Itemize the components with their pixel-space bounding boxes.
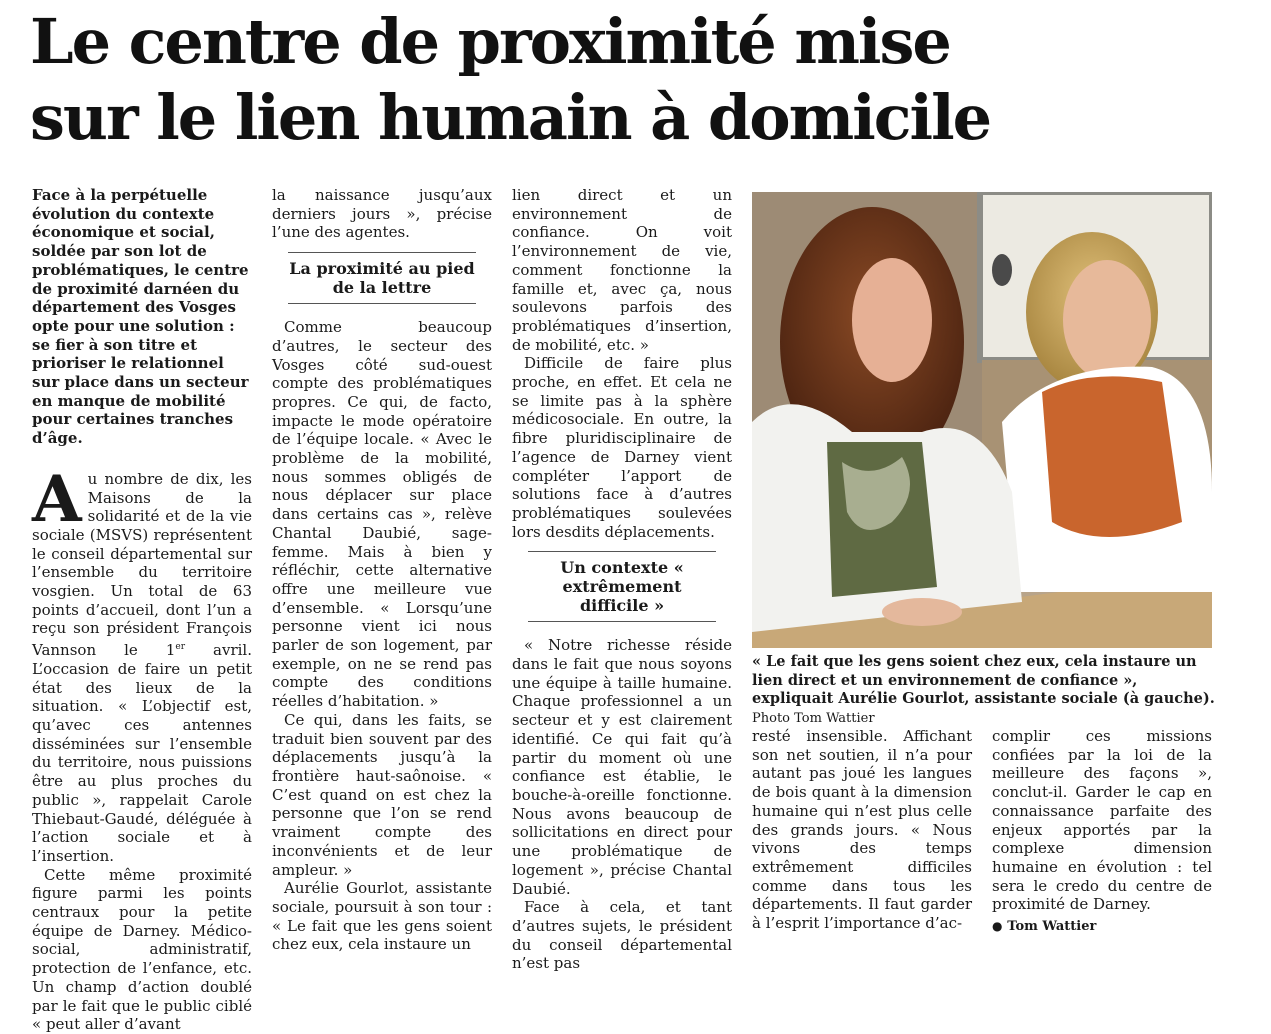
- paragraph: la naissance jusqu’aux derniers jours », précise l’une des agentes.: [272, 186, 492, 242]
- text: avril. L’occasion de faire un petit état des lieux de la situation. « L’objectif est, qu’avec ces antennes disséminées sur l’ensemble du territoire, nous puissions être au plus proches du public », rappelait Carole Thiebaut-Gaudé, déléguée à l’action sociale et à l’insertion.: [32, 641, 252, 865]
- article-column-2: [272, 186, 492, 954]
- byline: [992, 916, 1212, 937]
- subheading: La proximité au pied de la lettre: [288, 252, 476, 304]
- paragraph: complir ces missions confiées par la loi de la meilleure des façons », conclut-il. Garder le cap en connaissance parfaite des enjeux apportés par la complexe dimension humaine en évolution : tel sera le credo du centre de proximité de Darney.: [992, 727, 1212, 914]
- caption-text: « Le fait que les gens soient chez eux, cela instaure un lien direct et un environnement de confiance », expliquait Aurélie Gourlot, assistante sociale (à gauche).: [752, 653, 1215, 707]
- paragraph: Face à cela, et tant d’autres sujets, le président du conseil départemental n’est pas: [512, 898, 732, 973]
- paragraph: Cette même proximité figure parmi les points centraux pour la petite équipe de Darney. Médico-social, administratif, protection de l’enfance, etc. Un champ d’action doublé par le fait que le public ciblé « peut aller d’avant: [32, 865, 252, 1034]
- headline: Le centre de proximité mise sur le lien humain à domicile: [30, 5, 991, 154]
- drop-cap: A: [32, 461, 82, 537]
- author: Tom Wattier: [1007, 919, 1097, 935]
- subheading: Un contexte « extrêmement difficile »: [528, 551, 716, 622]
- article-column-4: [752, 727, 972, 933]
- article-column-1: [32, 186, 252, 1034]
- paragraph: « Notre richesse réside dans le fait que nous soyons une équipe à taille humaine. Chaque professionnel a un secteur et y est clairement identifié. Ce qui fait qu’à partir du moment où une confiance est établie, le bouche-à-oreille fonctionne. Nous avons beaucoup de sollicitations en direct pour une problématique de logement », précise Chantal Daubié.: [512, 636, 732, 898]
- paragraph: [32, 461, 252, 866]
- paragraph: Aurélie Gourlot, assistante sociale, poursuit à son tour : « Le fait que les gens soient chez eux, cela instaure un: [272, 879, 492, 954]
- paragraph: lien direct et un environnement de confiance. On voit l’environnement de vie, comment fonctionne la famille et, avec ça, nous soulevons parfois des problématiques d’insertion, de mobilité, etc. »: [512, 186, 732, 354]
- article-column-5: [992, 727, 1212, 937]
- article-column-3: [512, 186, 732, 973]
- paragraph: resté insensible. Affichant son net soutien, il n’a pour autant pas joué les langues de bois quant à la dimension humaine qui n’est plus celle des grands jours. « Nous vivons des temps extrêmement difficiles comme dans tous les départements. Il faut garder à l’esprit l’importance d’ac-: [752, 727, 972, 933]
- paragraph: Ce qui, dans les faits, se traduit bien souvent par des déplacements jusqu’à la frontière haut-saônoise. « C’est quand on est chez la personne que l’on se rend vraiment compte des inconvénients et de leur ampleur. »: [272, 710, 492, 879]
- paragraph: Comme beaucoup d’autres, le secteur des Vosges côté sud-ouest compte des problématiques propres. Ce qui, de facto, impacte le mode opératoire de l’équipe locale. « Avec le problème de la mobilité, nous sommes obligés de nous déplacer sur place dans certains cas », relève Chantal Daubié, sage-femme. Mais à bien y réfléchir, cette alternative offre une meilleure vue d’ensemble. « Lorsqu’une personne vient ici nous parler de son logement, par exemple, on ne se rend pas compte des conditions réelles d’habitation. »: [272, 318, 492, 711]
- photo-credit: Photo Tom Wattier: [752, 710, 875, 726]
- superscript: er: [175, 642, 186, 653]
- photo-caption: [752, 653, 1222, 728]
- chapeau: Face à la perpétuelle évolution du contexte économique et social, soldée par son lot de problématiques, le centre de proximité darnéen du département des Vosges opte pour une solution : se fier à son titre et prioriser le relationnel sur place dans un secteur en manque de mobilité pour certaines tranches d’âge.: [32, 186, 249, 448]
- paragraph: Difficile de faire plus proche, en effet. Et cela ne se limite pas à la sphère médicosociale. En outre, la fibre pluridisciplinaire de l’agence de Darney vient compléter l’apport de solutions face à d’autres problématiques soulevées lors desdits déplacements.: [512, 354, 732, 541]
- bullet-icon: ●: [992, 919, 1003, 934]
- article-photo: [752, 192, 1212, 648]
- text: u nombre de dix, les Maisons de la solidarité et de la vie sociale (MSVS) représentent le conseil départemental sur l’ensemble du territoire vosgien. Un total de 63 points d’accueil, dont l’un a reçu son président François Vannson le 1: [32, 469, 252, 660]
